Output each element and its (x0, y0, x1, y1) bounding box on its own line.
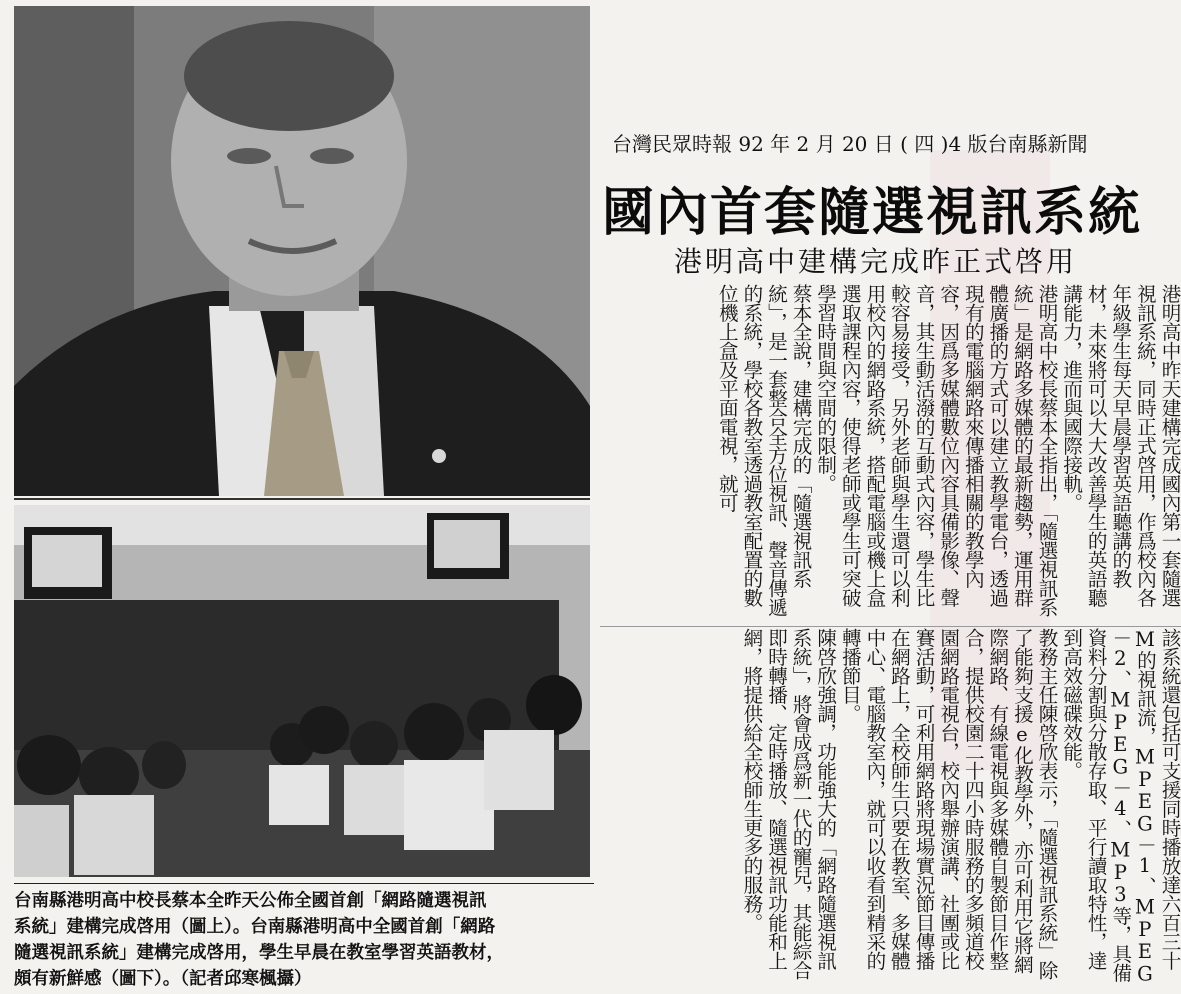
article-paragraph: 教務主任陳啓欣表示，「隨選視訊系統」除了能夠支援e化教學外，亦可利用它將網際網路、有線電視與多媒體自製節目作整合，提供校園二十四小時服務的多頻道校園網路電視台，校內舉辦演講、社團或比賽活動，可利用網路將現場實況節目傳播在網路上，全校師生只要在教室、多媒體中心、電腦教室內，就可以收看到精采的轉播節目。 (838, 628, 1059, 980)
source-line: 台灣民眾時報 92 年 2 月 20 日 ( 四 )4 版台南縣新聞 (612, 132, 1088, 156)
article-paragraph: 港明高中昨天建構完成國內第一套隨選視訊系統，同時正式啓用，作爲校內各年級學生每天早晨學習英語聽講的教材，未來將可以大大改善學生的英語聽講能力，進而與國際接軌。 (1059, 284, 1181, 607)
caption-line: 隨選視訊系統」建構完成啓用，學生早晨在教室學習英語教材， (14, 943, 504, 963)
headline: 國內首套隨選視訊系統 (602, 182, 1143, 243)
article-paragraph: 蔡本全說，建構完成的「隨選視訊系統」，是一套整合全方位視訊、聲音傳遞的系統，學校各教室透過教室配置的數位機上盒及平面電視，就可 (715, 284, 813, 617)
article-paragraph: 陳啓欣強調，功能強大的「網路隨選視訊系統」，將會成爲新一代的寵兒，其能綜合即時轉播、定時播放、隨選視訊功能和上網，將提供給全校師生更多的服務。 (739, 628, 837, 980)
article-paragraph: 港明高中校長蔡本全指出，「隨選視訊系統」是網路多媒體的最新趨勢，運用群體廣播的方式可以建立教學電台，透過現有的電腦網路來傳播相關的教學內容，因爲多媒體數位內容具備影像、聲音，其生動活潑的互動式內容，學生比較容易接受，另外老師與學生還可以利用校內的網路系統，搭配電腦或機上盒選取課程內容，使得老師或學生可突破學習時間與空間的限制。 (813, 284, 1059, 617)
caption-line: 頗有新鮮感（圖下）。（記者邱寒楓攝） (14, 969, 312, 989)
article-paragraph: 該系統還包括可支援同時播放達六百三十M的視訊流，MPEG－1、MPEG－2、MPEG－4、MP3等，具備資料分割與分散存取、平行讀取特性，達到高效磁碟效能。 (1059, 628, 1181, 986)
photo-caption (14, 883, 594, 987)
subheadline: 港明高中建構完成昨正式啓用 (674, 245, 1078, 278)
caption-line: 台南縣港明高中校長蔡本全昨天公佈全國首創「網路隨選視訊 (14, 891, 487, 911)
classroom-photo (14, 505, 590, 877)
article-body-top (599, 284, 1181, 624)
column-divider (600, 626, 1181, 627)
caption-line: 系統」建構完成啓用（圖上）。台南縣港明高中全國首創「網路 (14, 917, 496, 937)
photo-divider (14, 498, 590, 500)
article-body-bottom (599, 628, 1181, 986)
principal-portrait-photo (14, 6, 590, 496)
